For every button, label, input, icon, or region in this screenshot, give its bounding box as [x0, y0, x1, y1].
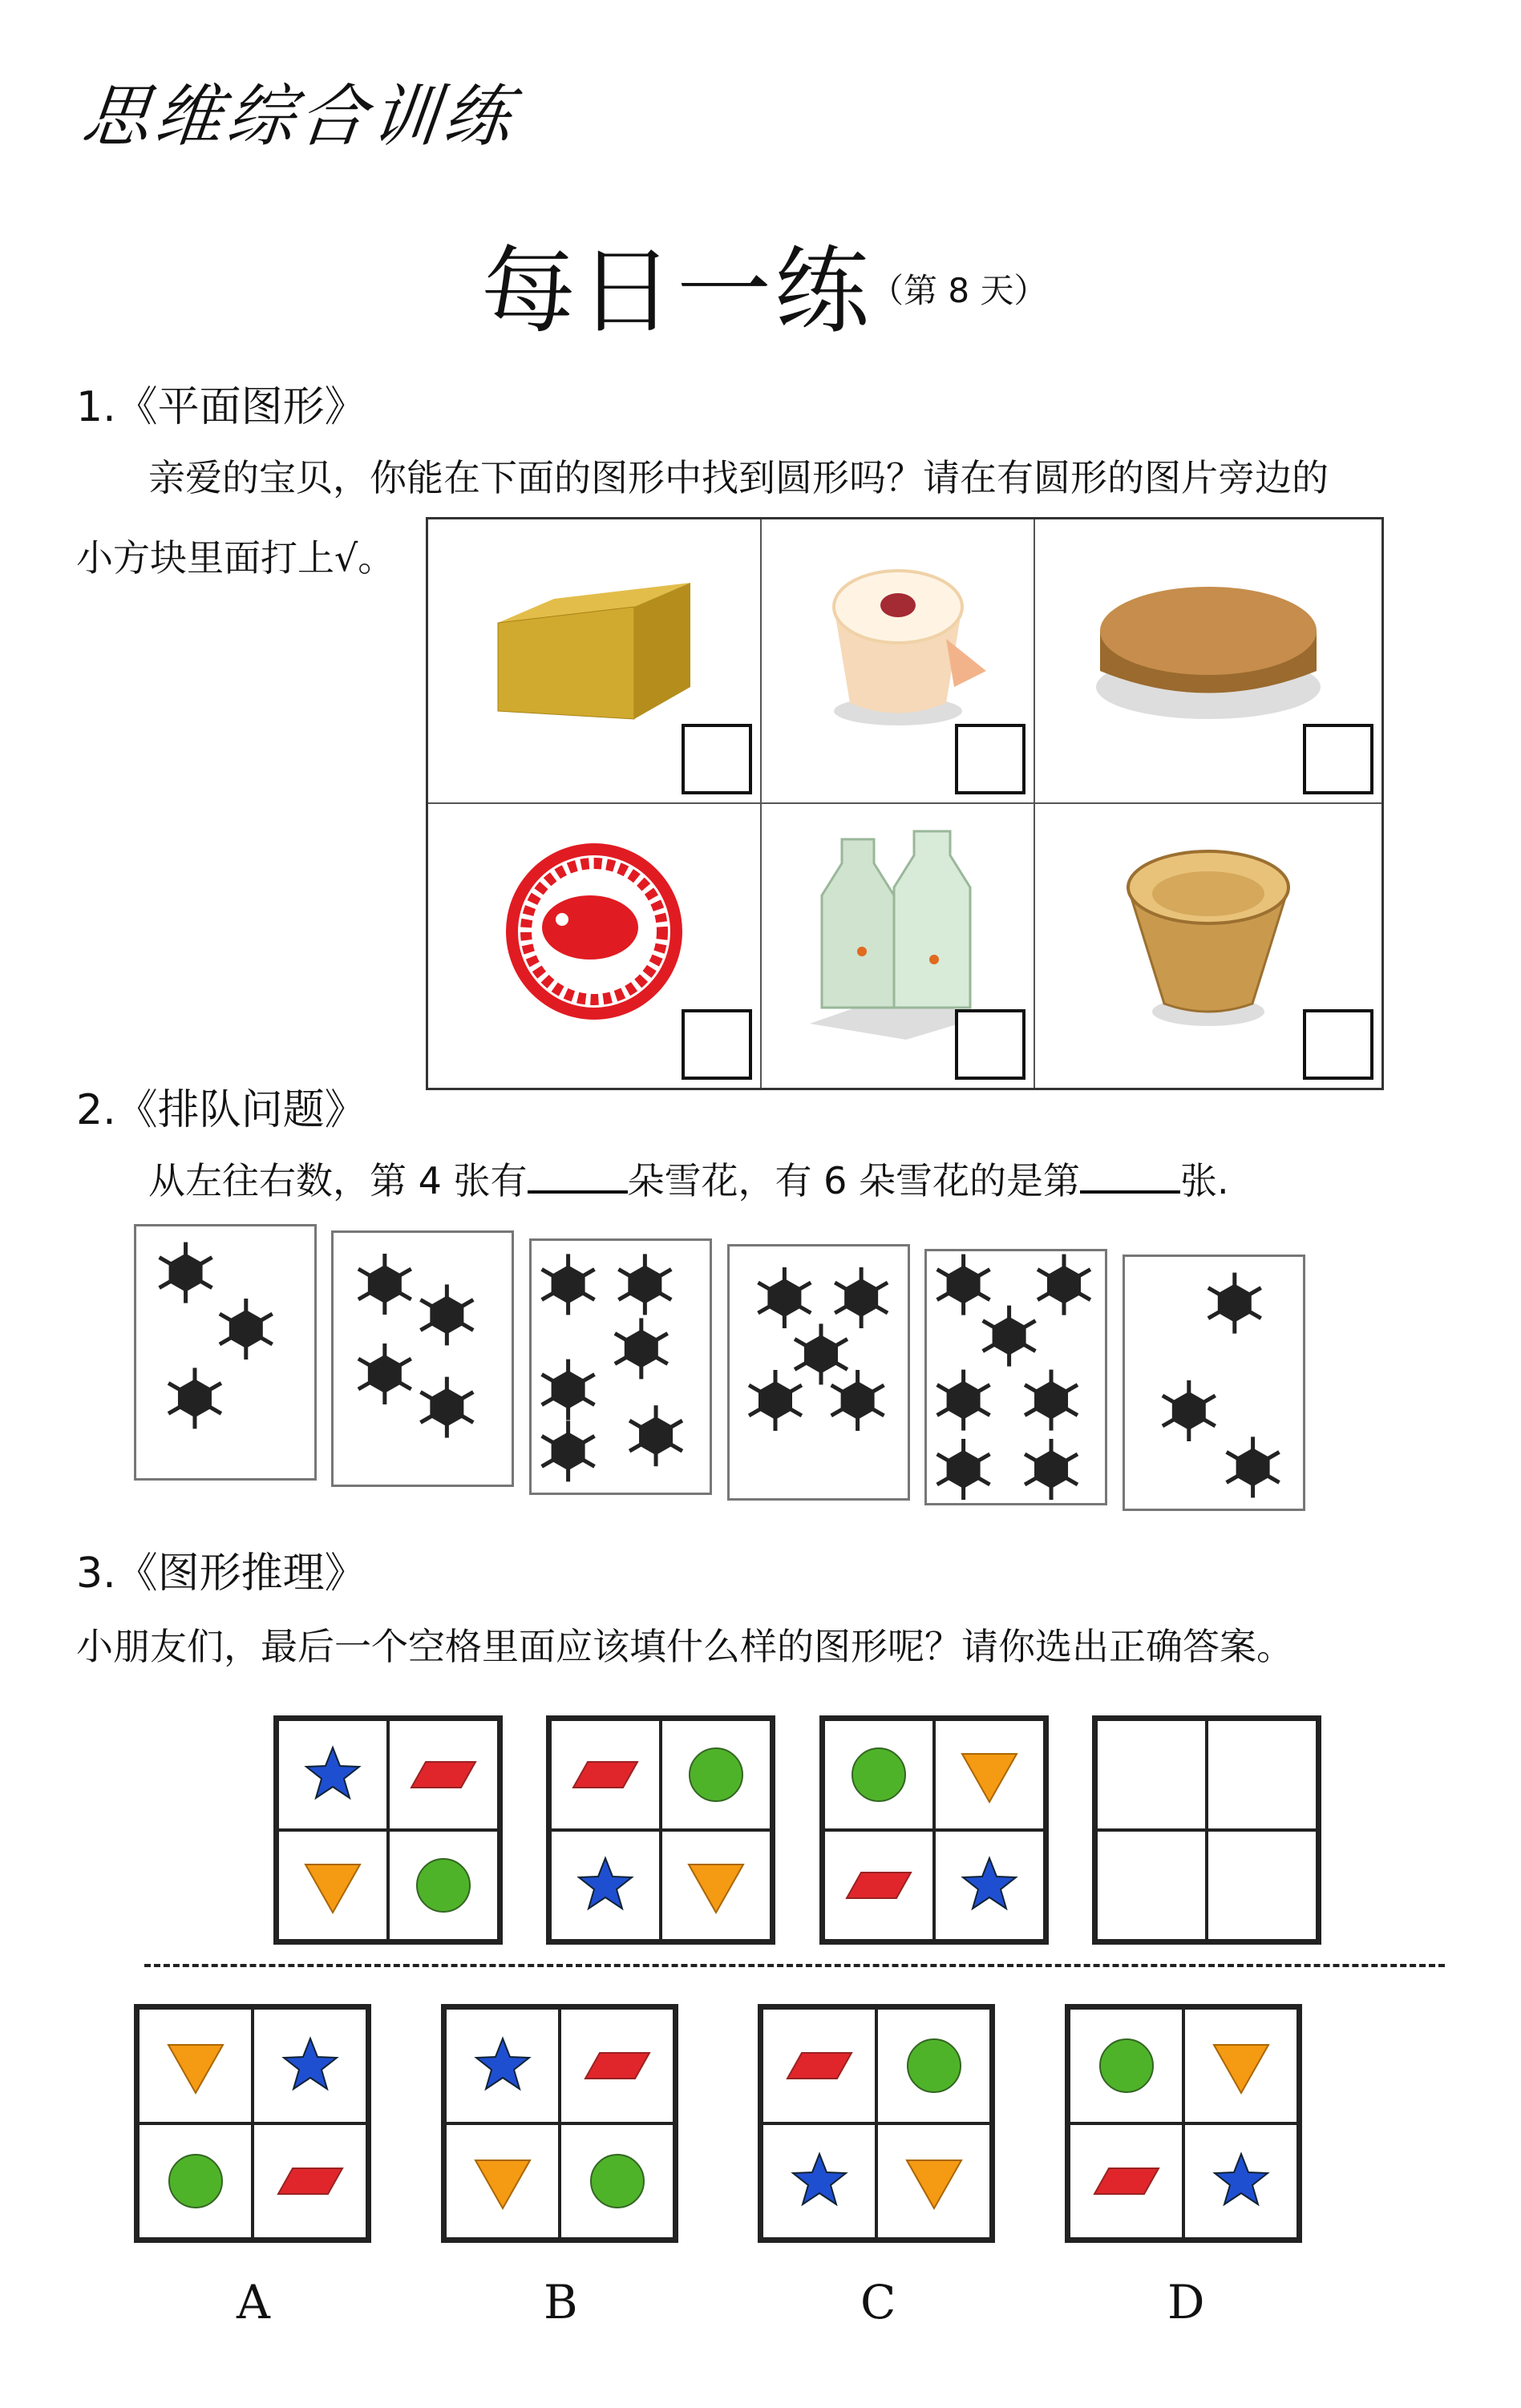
checkbox[interactable] [682, 724, 752, 794]
grid-quadrant [876, 2008, 991, 2123]
checkbox[interactable] [955, 724, 1025, 794]
picture-cell-toilet-roll [762, 519, 1035, 804]
circle-icon [407, 1849, 479, 1921]
tri-icon [680, 1849, 752, 1921]
snowflake-icon [358, 1254, 411, 1315]
snowflake-icon [1208, 1273, 1261, 1334]
para-icon [407, 1739, 479, 1811]
grid-quadrant [445, 2123, 560, 2239]
option-label-a[interactable]: A [237, 2275, 270, 2329]
tri-icon [467, 2145, 539, 2217]
grid-quadrant [934, 1830, 1045, 1941]
snowflake-icon [795, 1323, 847, 1384]
snowflake-icon [542, 1254, 595, 1315]
snowflake-icon [749, 1370, 802, 1431]
snowflake-icon [1163, 1380, 1216, 1441]
snowflake-icon [542, 1360, 595, 1420]
snowflake-group [136, 1226, 319, 1483]
grid-quadrant [1096, 1830, 1207, 1941]
grid-quadrant [388, 1830, 499, 1941]
divider-dashed [144, 1964, 1445, 1967]
star-icon [467, 2030, 539, 2102]
checkbox[interactable] [1303, 1009, 1373, 1080]
sequence-grid [273, 1715, 503, 1945]
toilet-roll-icon [802, 551, 994, 743]
option-label-d[interactable]: D [1167, 2275, 1205, 2329]
picture-cell-paper-cut [428, 804, 762, 1089]
snowflake-icon [1025, 1439, 1078, 1500]
snowflake-card [331, 1230, 514, 1487]
checkbox[interactable] [955, 1009, 1025, 1080]
snowflake-icon [420, 1377, 473, 1438]
snowflake-group [927, 1251, 1110, 1508]
option-grid-b[interactable] [441, 2004, 678, 2243]
snowflake-icon [420, 1284, 473, 1345]
box-icon [482, 559, 706, 735]
snowflake-group [1125, 1257, 1308, 1513]
option-grid-a[interactable] [134, 2004, 371, 2243]
snowflake-icon [615, 1318, 668, 1379]
snowflake-card [134, 1224, 317, 1481]
q2-question [148, 1152, 1229, 1205]
grid-quadrant [1069, 2123, 1183, 2239]
picture-cell-box [428, 519, 762, 804]
picture-cell-vases [762, 804, 1035, 1089]
circle-icon [160, 2145, 232, 2217]
snowflake-icon [831, 1370, 884, 1431]
star-icon [274, 2030, 346, 2102]
circle-icon [680, 1739, 752, 1811]
snowflake-icon [358, 1343, 411, 1404]
q2-text-b: 朵雪花，有 6 朵雪花的是第 [627, 1159, 1081, 1202]
tri-icon [160, 2030, 232, 2102]
snowflake-icon [937, 1439, 990, 1500]
grid-quadrant [1069, 2008, 1183, 2123]
q1-heading: 1.《平面图形》 [76, 383, 366, 431]
answer-blank-2[interactable] [1080, 1160, 1180, 1194]
answer-blank-grid [1092, 1715, 1321, 1945]
tri-icon [953, 1739, 1025, 1811]
q1-text-line2: 小方块里面打上√。 [76, 536, 395, 580]
star-icon [569, 1849, 641, 1921]
snowflake-group [532, 1241, 714, 1497]
grid-quadrant [388, 1719, 499, 1830]
grid-quadrant [445, 2008, 560, 2123]
picture-cell-basket [1035, 804, 1381, 1089]
grid-quadrant [1183, 2123, 1298, 2239]
basket-icon [1116, 831, 1301, 1032]
para-icon [569, 1739, 641, 1811]
option-grid-c[interactable] [758, 2004, 995, 2243]
grid-quadrant [823, 1719, 934, 1830]
grid-quadrant [550, 1719, 661, 1830]
snowflake-icon [983, 1306, 1036, 1367]
grid-quadrant [1096, 1719, 1207, 1830]
page-title: 每日一练 [481, 236, 873, 346]
snowflake-icon [618, 1254, 671, 1315]
grid-quadrant [550, 1830, 661, 1941]
day-label: （第 8 天） [870, 271, 1048, 310]
grid-quadrant [1207, 1830, 1317, 1941]
snowflake-icon [937, 1255, 990, 1315]
snowflake-icon [758, 1267, 811, 1328]
grid-quadrant [253, 2008, 367, 2123]
grid-quadrant [253, 2123, 367, 2239]
snowflake-icon [168, 1368, 221, 1428]
q2-text-a: 从左往右数，第 4 张有 [148, 1159, 528, 1202]
snowflake-icon [835, 1267, 888, 1328]
snowflake-icon [937, 1370, 990, 1431]
para-icon [783, 2030, 856, 2102]
grid-quadrant [823, 1830, 934, 1941]
snowflake-icon [629, 1405, 682, 1466]
star-icon [1205, 2145, 1277, 2217]
grid-quadrant [762, 2123, 876, 2239]
round-board-icon [1092, 567, 1325, 727]
circle-icon [843, 1739, 915, 1811]
para-icon [1090, 2145, 1163, 2217]
checkbox[interactable] [1303, 724, 1373, 794]
grid-quadrant [934, 1719, 1045, 1830]
star-icon [297, 1739, 369, 1811]
snowflake-card [1123, 1255, 1305, 1511]
snowflake-card [529, 1238, 712, 1495]
para-icon [843, 1849, 915, 1921]
grid-quadrant [1183, 2008, 1298, 2123]
grid-quadrant [661, 1830, 771, 1941]
handwritten-title: 思维综合训练 [79, 77, 520, 156]
star-icon [953, 1849, 1025, 1921]
tri-icon [297, 1849, 369, 1921]
snowflake-card [727, 1244, 910, 1501]
picture-cell-round-board [1035, 519, 1381, 804]
picture-grid [426, 517, 1384, 1090]
grid-quadrant [560, 2123, 674, 2239]
checkbox[interactable] [682, 1009, 752, 1080]
circle-icon [581, 2145, 653, 2217]
tri-icon [898, 2145, 970, 2217]
star-icon [783, 2145, 856, 2217]
circle-icon [1090, 2030, 1163, 2102]
grid-quadrant [661, 1719, 771, 1830]
grid-quadrant [762, 2008, 876, 2123]
option-grid-d[interactable] [1065, 2004, 1302, 2243]
snowflake-group [334, 1233, 516, 1489]
option-label-c[interactable]: C [860, 2275, 896, 2329]
snowflake-icon [1227, 1436, 1280, 1497]
snowflake-icon [542, 1420, 595, 1481]
tri-icon [1205, 2030, 1277, 2102]
grid-quadrant [277, 1719, 388, 1830]
snowflake-card [924, 1249, 1107, 1505]
grid-quadrant [277, 1830, 388, 1941]
grid-quadrant [876, 2123, 991, 2239]
grid-quadrant [1207, 1719, 1317, 1830]
q3-heading: 3.《图形推理》 [76, 1549, 366, 1598]
q2-heading: 2.《排队问题》 [76, 1086, 366, 1134]
snowflake-icon [1025, 1370, 1078, 1431]
para-icon [581, 2030, 653, 2102]
snowflake-icon [220, 1299, 273, 1360]
paper-cut-circle-icon [498, 835, 690, 1028]
para-icon [274, 2145, 346, 2217]
circle-icon [898, 2030, 970, 2102]
sequence-grid [819, 1715, 1049, 1945]
option-label-b[interactable]: B [544, 2275, 578, 2329]
q3-text: 小朋友们，最后一个空格里面应该填什么样的图形呢？请你选出正确答案。 [76, 1625, 1293, 1668]
grid-quadrant [138, 2008, 253, 2123]
grid-quadrant [560, 2008, 674, 2123]
snowflake-icon [160, 1242, 212, 1303]
answer-blank-1[interactable] [528, 1160, 628, 1194]
q2-text-c: 张. [1180, 1159, 1229, 1202]
vases-icon [794, 823, 1002, 1040]
grid-quadrant [138, 2123, 253, 2239]
snowflake-group [730, 1246, 912, 1503]
sequence-grid [546, 1715, 775, 1945]
snowflake-icon [1038, 1255, 1090, 1315]
q1-text-line1: 亲爱的宝贝，你能在下面的图形中找到圆形吗？请在有圆形的图片旁边的 [148, 456, 1329, 499]
